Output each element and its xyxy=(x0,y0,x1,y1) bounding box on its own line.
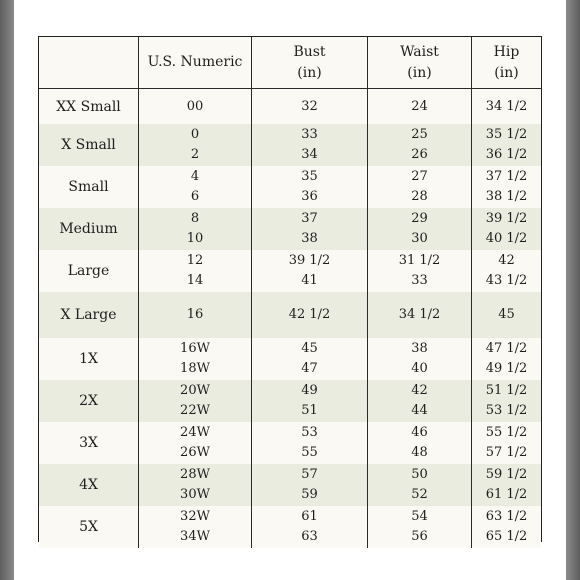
hip-cell xyxy=(472,89,541,124)
size-label: X Small xyxy=(61,137,116,153)
header-cell-hip xyxy=(472,37,541,89)
waist-cell xyxy=(368,166,472,208)
size-cell xyxy=(39,380,139,422)
hip-cell-value: 37 1/2 xyxy=(485,169,528,184)
hip-cell xyxy=(472,208,541,250)
us-numeric-cell xyxy=(139,124,252,166)
us-numeric-cell-value: 6 xyxy=(190,189,200,204)
size-cell xyxy=(39,208,139,250)
waist-cell xyxy=(368,124,472,166)
hip-cell-value: 39 1/2 xyxy=(485,211,528,226)
waist-cell-value: 34 1/2 xyxy=(398,307,441,322)
size-cell xyxy=(39,422,139,464)
waist-cell xyxy=(368,292,472,338)
size-label: X Large xyxy=(60,307,117,323)
waist-cell-value: 46 xyxy=(411,425,428,440)
hip-cell-value: 38 1/2 xyxy=(485,189,528,204)
hip-cell-value: 55 1/2 xyxy=(485,425,528,440)
us-numeric-cell-value: 20W xyxy=(180,383,210,398)
hip-cell-value: 59 1/2 xyxy=(485,467,528,482)
size-label: Medium xyxy=(59,221,118,237)
waist-cell xyxy=(368,380,472,422)
size-chart-table xyxy=(38,36,542,542)
hip-cell-value: 49 1/2 xyxy=(485,361,528,376)
size-label: Small xyxy=(68,179,109,195)
bust-cell-value: 32 xyxy=(301,98,318,114)
bust-cell xyxy=(252,464,368,506)
header-cell-waist xyxy=(368,37,472,89)
header-line2: (in) xyxy=(407,64,432,81)
waist-cell-value: 44 xyxy=(411,403,428,418)
waist-cell-value: 54 xyxy=(411,509,428,524)
bust-cell-value: 53 xyxy=(301,425,318,440)
hip-cell-value: 36 1/2 xyxy=(485,147,528,162)
bust-cell-value: 39 1/2 xyxy=(288,253,331,268)
size-label: Large xyxy=(67,263,110,279)
size-label: 3X xyxy=(79,435,98,451)
waist-cell-value: 50 xyxy=(411,467,428,482)
photo-frame-left xyxy=(0,0,14,580)
size-label: 5X xyxy=(79,519,98,535)
size-cell xyxy=(39,250,139,292)
bust-cell-value: 63 xyxy=(301,529,318,544)
hip-cell-value: 61 1/2 xyxy=(485,487,528,502)
header-line1: Bust xyxy=(293,43,326,60)
header-line2: (in) xyxy=(297,64,322,81)
bust-cell-value: 61 xyxy=(301,509,318,524)
hip-cell xyxy=(472,506,541,548)
us-numeric-cell xyxy=(139,422,252,464)
bust-cell-value: 42 1/2 xyxy=(288,307,331,322)
hip-cell-value: 34 1/2 xyxy=(485,98,528,114)
us-numeric-cell-value: 18W xyxy=(180,361,210,376)
waist-cell-value: 29 xyxy=(411,211,428,226)
bust-cell-value: 36 xyxy=(301,189,318,204)
size-label: 1X xyxy=(79,351,98,367)
size-cell xyxy=(39,338,139,380)
bust-cell-value: 38 xyxy=(301,231,318,246)
us-numeric-cell xyxy=(139,380,252,422)
bust-cell xyxy=(252,166,368,208)
us-numeric-cell xyxy=(139,464,252,506)
us-numeric-cell xyxy=(139,506,252,548)
us-numeric-cell-value: 8 xyxy=(190,211,200,226)
bust-cell-value: 37 xyxy=(301,211,318,226)
us-numeric-cell-value: 16W xyxy=(180,341,210,356)
waist-cell-value: 52 xyxy=(411,487,428,502)
bust-cell-value: 33 xyxy=(301,127,318,142)
waist-cell xyxy=(368,338,472,380)
bust-cell xyxy=(252,292,368,338)
us-numeric-cell xyxy=(139,250,252,292)
us-numeric-cell-value: 28W xyxy=(180,467,210,482)
header-line2: (in) xyxy=(494,64,519,81)
bust-cell xyxy=(252,380,368,422)
size-label: 2X xyxy=(79,393,98,409)
waist-cell-value: 56 xyxy=(411,529,428,544)
waist-cell-value: 30 xyxy=(411,231,428,246)
waist-cell-value: 33 xyxy=(411,273,428,288)
waist-cell-value: 25 xyxy=(411,127,428,142)
bust-cell-value: 35 xyxy=(301,169,318,184)
us-numeric-cell-value: 14 xyxy=(186,273,204,288)
us-numeric-cell-value: 26W xyxy=(180,445,210,460)
waist-cell-value: 40 xyxy=(411,361,428,376)
hip-cell-value: 63 1/2 xyxy=(485,509,528,524)
header-line1: U.S. Numeric xyxy=(147,54,243,70)
us-numeric-cell xyxy=(139,89,252,124)
size-cell xyxy=(39,292,139,338)
header-line1: Waist xyxy=(400,43,439,60)
header-cell-size xyxy=(39,37,139,89)
waist-cell-value: 28 xyxy=(411,189,428,204)
bust-cell xyxy=(252,422,368,464)
us-numeric-cell-value: 2 xyxy=(190,147,200,162)
waist-cell-value: 42 xyxy=(411,383,428,398)
hip-cell xyxy=(472,166,541,208)
hip-cell-value: 53 1/2 xyxy=(485,403,528,418)
header-cell-bust xyxy=(252,37,368,89)
hip-cell-value: 51 1/2 xyxy=(485,383,528,398)
hip-cell xyxy=(472,338,541,380)
hip-cell-value: 35 1/2 xyxy=(485,127,528,142)
size-cell xyxy=(39,166,139,208)
hip-cell-value: 43 1/2 xyxy=(485,273,528,288)
us-numeric-cell-value: 12 xyxy=(186,253,204,268)
bust-cell xyxy=(252,208,368,250)
bust-cell-value: 49 xyxy=(301,383,318,398)
size-cell xyxy=(39,506,139,548)
size-cell xyxy=(39,124,139,166)
hip-cell xyxy=(472,250,541,292)
bust-cell-value: 34 xyxy=(301,147,318,162)
waist-cell-value: 26 xyxy=(411,147,428,162)
bust-cell xyxy=(252,250,368,292)
bust-cell-value: 41 xyxy=(301,273,318,288)
size-cell xyxy=(39,464,139,506)
us-numeric-cell xyxy=(139,166,252,208)
waist-cell xyxy=(368,89,472,124)
us-numeric-cell-value: 16 xyxy=(186,307,204,322)
hip-cell xyxy=(472,422,541,464)
bust-cell xyxy=(252,89,368,124)
header-line1: Hip xyxy=(493,43,520,60)
us-numeric-cell-value: 24W xyxy=(180,425,210,440)
hip-cell xyxy=(472,464,541,506)
hip-cell-value: 40 1/2 xyxy=(485,231,528,246)
waist-cell xyxy=(368,506,472,548)
photo-frame-right xyxy=(566,0,580,580)
hip-cell-value: 65 1/2 xyxy=(485,529,528,544)
bust-cell xyxy=(252,338,368,380)
size-label: XX Small xyxy=(56,98,121,115)
bust-cell-value: 51 xyxy=(301,403,318,418)
hip-cell xyxy=(472,292,541,338)
waist-cell xyxy=(368,464,472,506)
us-numeric-cell xyxy=(139,208,252,250)
header-cell-us-numeric xyxy=(139,37,252,89)
hip-cell xyxy=(472,124,541,166)
waist-cell xyxy=(368,422,472,464)
us-numeric-cell-value: 32W xyxy=(180,509,210,524)
hip-cell-value: 47 1/2 xyxy=(485,341,528,356)
us-numeric-cell-value: 34W xyxy=(180,529,210,544)
size-cell xyxy=(39,89,139,124)
hip-cell xyxy=(472,380,541,422)
waist-cell xyxy=(368,250,472,292)
size-label: 4X xyxy=(79,477,98,493)
waist-cell-value: 31 1/2 xyxy=(398,253,441,268)
waist-cell-value: 38 xyxy=(411,341,428,356)
bust-cell xyxy=(252,124,368,166)
bust-cell-value: 45 xyxy=(301,341,318,356)
us-numeric-cell-value: 22W xyxy=(180,403,210,418)
waist-cell-value: 27 xyxy=(411,169,428,184)
us-numeric-cell-value: 30W xyxy=(180,487,210,502)
us-numeric-cell-value: 10 xyxy=(186,231,204,246)
us-numeric-cell-value: 4 xyxy=(190,169,200,184)
hip-cell-value: 45 xyxy=(498,307,515,322)
bust-cell-value: 55 xyxy=(301,445,318,460)
bust-cell xyxy=(252,506,368,548)
us-numeric-cell xyxy=(139,338,252,380)
bust-cell-value: 59 xyxy=(301,487,318,502)
bust-cell-value: 57 xyxy=(301,467,318,482)
us-numeric-cell-value: 0 xyxy=(190,127,200,142)
waist-cell xyxy=(368,208,472,250)
hip-cell-value: 42 xyxy=(498,253,515,268)
hip-cell-value: 57 1/2 xyxy=(485,445,528,460)
us-numeric-cell-value: 00 xyxy=(186,98,204,114)
us-numeric-cell xyxy=(139,292,252,338)
waist-cell-value: 48 xyxy=(411,445,428,460)
waist-cell-value: 24 xyxy=(411,98,428,114)
bust-cell-value: 47 xyxy=(301,361,318,376)
